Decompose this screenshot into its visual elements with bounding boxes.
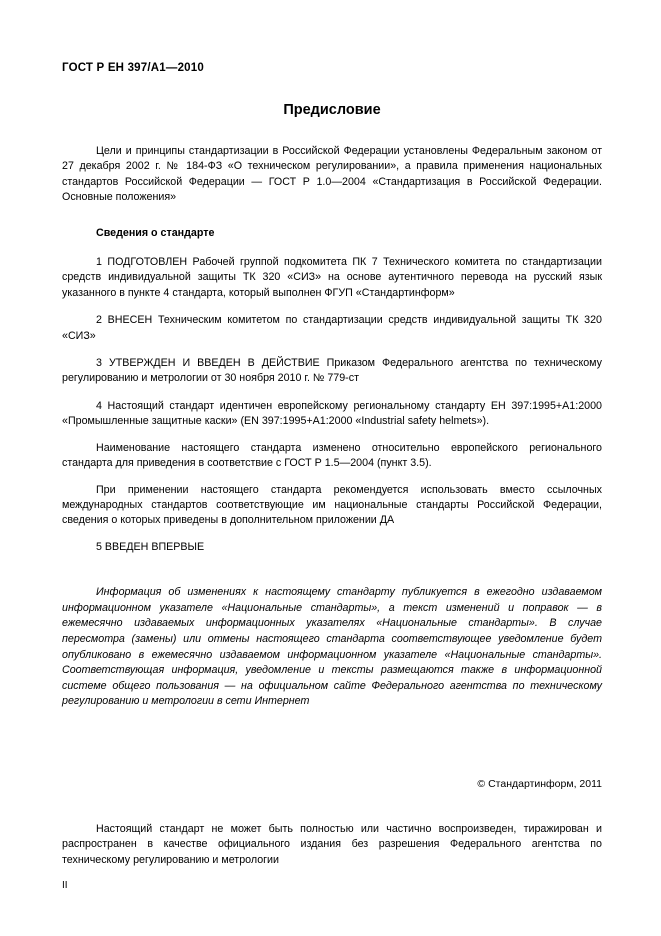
amendment-notice-block — [62, 585, 602, 710]
standard-item-1: 1 ПОДГОТОВЛЕН Рабочей группой подкомитета ПК 7 Технического комитета по стандартизации средств индивидуальной защиты ТК 320 «СИЗ» на основе аутентичного перевода на русский язык указанного в пункте 4 стандарта, который выполнен ФГУП «Стандартинформ» — [62, 256, 602, 299]
section-heading: Сведения о стандарте — [96, 226, 215, 239]
standard-item-4-note: Наименование настоящего стандарта изменено относительно европейского регионального стандарта для приведения в соответствие с ГОСТ Р 1.5—2004 (пункт 3.5). — [62, 441, 602, 470]
standard-item-5: 5 ВВЕДЕН ВПЕРВЫЕ — [96, 540, 205, 553]
standard-item-2: 2 ВНЕСЕН Техническим комитетом по стандартизации средств индивидуальной защиты ТК 320 «СИЗ» — [62, 314, 602, 342]
footer-note: Настоящий стандарт не может быть полностью или частично воспроизведен, тиражирован и распространен в качестве официального издания без разрешения Федерального агентства по техническому регулированию и метрологии — [62, 823, 602, 866]
standard-item-3: 3 УТВЕРЖДЕН И ВВЕДЕН В ДЕЙСТВИЕ Приказом Федерального агентства по техническому регулированию и метрологии от 30 ноября 2010 г. № 779-ст — [62, 357, 602, 385]
page-number: II — [62, 880, 68, 891]
standard-item-4-reference-note: При применении настоящего стандарта рекомендуется использовать вместо ссылочных международных стандартов соответствующие им национальные стандарты Российской Федерации, сведения о которых приведены в дополнительном приложении ДА — [62, 483, 602, 527]
amendment-notice: Информация об изменениях к настоящему стандарту публикуется в ежегодно издаваемом информационном указателе «Национальные стандарты», а текст изменений и поправок — в ежемесячно издаваемых информационных указателях «Национальные стандарты». В случае пересмотра (замены) или отмены настоящего стандарта соответствующее уведомление будет опубликовано в ежемесячно издаваемом информационном указателе «Национальные стандарты». Соответствующая информация, уведомление и тексты размещаются также в информационной системе общего пользования — на официальном сайте Федерального агентства по техническому регулированию и метрологии в сети Интернет — [62, 586, 602, 708]
page-title: Предисловие — [283, 102, 381, 118]
copyright-text: © Стандартинформ, 2011 — [477, 778, 602, 790]
copyright-line — [62, 778, 602, 790]
intro-paragraph: Цели и принципы стандартизации в Российской Федерации установлены Федеральным законом от 27 декабря 2002 г. № 184-ФЗ «О техническом регулировании», а правила применения национальных стандартов Российской Федерации — ГОСТ Р 1.0—2004 «Стандартизация в Российской Федерации. Основные положения» — [62, 145, 602, 204]
standard-item-4: 4 Настоящий стандарт идентичен европейскому региональному стандарту ЕН 397:1995+А1:2000 «Промышленные защитные каски» (EN 397:1995+A1:2000 «Industrial safety helmets»). — [62, 399, 602, 428]
footer-note-block — [62, 822, 602, 868]
document-code: ГОСТ Р ЕН 397/А1—2010 — [62, 62, 204, 74]
page-content — [62, 62, 602, 710]
